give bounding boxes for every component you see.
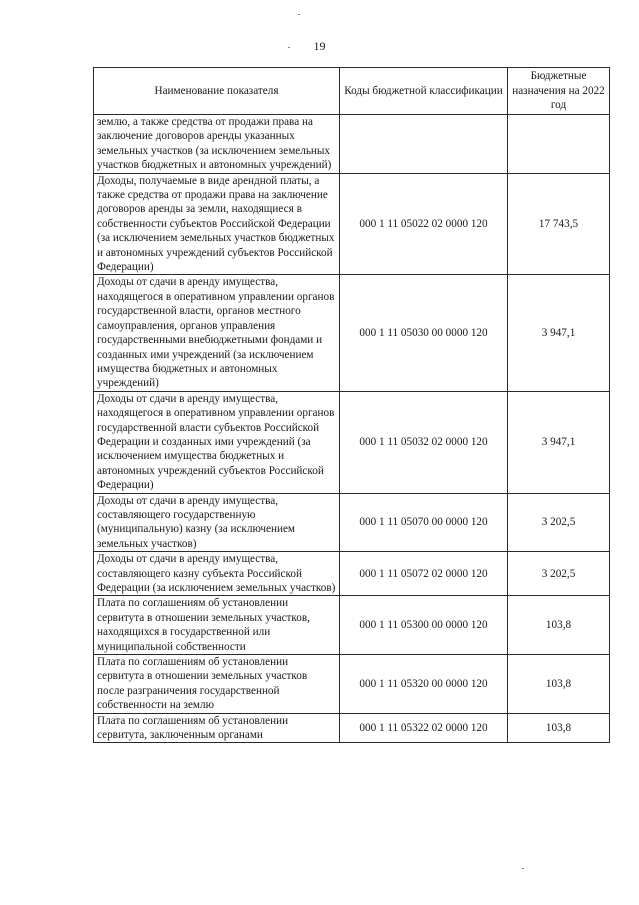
header-budget-amount: Бюджетные назначения на 2022 год [508,68,610,115]
scan-speck [288,47,290,48]
scan-speck [522,868,524,869]
budget-code: 000 1 11 05320 00 0000 120 [340,655,508,714]
budget-amount: 103,8 [508,713,610,743]
indicator-name: Плата по соглашениям об установлении сервитута в отношении земельных участков, находящихся в государственной или муниципальной собственности [94,596,340,655]
indicator-name: Доходы от сдачи в аренду имущества, находящегося в оперативном управлении органов государственной власти, органов местного самоуправления, органов управления государственными внебюджетными фондами и созданных ими учреждений (за исключением имущества бюджетных и автономных учреждений) [94,275,340,391]
budget-code: 000 1 11 05072 02 0000 120 [340,552,508,596]
budget-amount: 17 743,5 [508,173,610,275]
budget-code: 000 1 11 05022 02 0000 120 [340,173,508,275]
budget-amount: 3 202,5 [508,493,610,552]
budget-code: 000 1 11 05300 00 0000 120 [340,596,508,655]
budget-amount: 3 202,5 [508,552,610,596]
budget-amount: 3 947,1 [508,391,610,493]
table-row [94,391,610,493]
budget-code: 000 1 11 05322 02 0000 120 [340,713,508,743]
budget-amount: 3 947,1 [508,275,610,391]
table-row [94,713,610,743]
budget-code: 000 1 11 05032 02 0000 120 [340,391,508,493]
scan-speck [298,14,300,15]
table-row [94,115,610,174]
indicator-name: Доходы от сдачи в аренду имущества, составляющего казну субъекта Российской Федерации (за исключением земельных участков) [94,552,340,596]
budget-code: 000 1 11 05030 00 0000 120 [340,275,508,391]
table-row [94,173,610,275]
table-row [94,493,610,552]
indicator-name: Плата по соглашениям об установлении сервитута, заключенным органами [94,713,340,743]
indicator-name: Плата по соглашениям об установлении сервитута в отношении земельных участков после разграничения государственной собственности на землю [94,655,340,714]
header-indicator-name: Наименование показателя [94,68,340,115]
table-row [94,275,610,391]
budget-table [93,67,610,743]
table-row [94,596,610,655]
budget-code: 000 1 11 05070 00 0000 120 [340,493,508,552]
table-row [94,552,610,596]
table-row [94,655,610,714]
table-header-row [94,68,610,115]
budget-code [340,115,508,174]
indicator-name: Доходы, получаемые в виде арендной платы, а также средства от продажи права на заключение договоров аренды за земли, находящиеся в собственности субъектов Российской Федерации (за исключением земельных участков бюджетных и автономных учреждений субъектов Российской Федерации) [94,173,340,275]
indicator-name: землю, а также средства от продажи права на заключение договоров аренды указанных земельных участков (за исключением земельных участков бюджетных и автономных учреждений) [94,115,340,174]
header-budget-codes: Коды бюджетной классификации [340,68,508,115]
budget-amount [508,115,610,174]
indicator-name: Доходы от сдачи в аренду имущества, находящегося в оперативном управлении органов государственной власти субъектов Российской Федерации и созданных ими учреждений (за исключением имущества бюджетных и автономных учреждений субъектов Российской Федерации) [94,391,340,493]
budget-amount: 103,8 [508,596,610,655]
indicator-name: Доходы от сдачи в аренду имущества, составляющего государственную (муниципальную) казну (за исключением земельных участков) [94,493,340,552]
page-number: 19 [313,39,326,53]
budget-amount: 103,8 [508,655,610,714]
